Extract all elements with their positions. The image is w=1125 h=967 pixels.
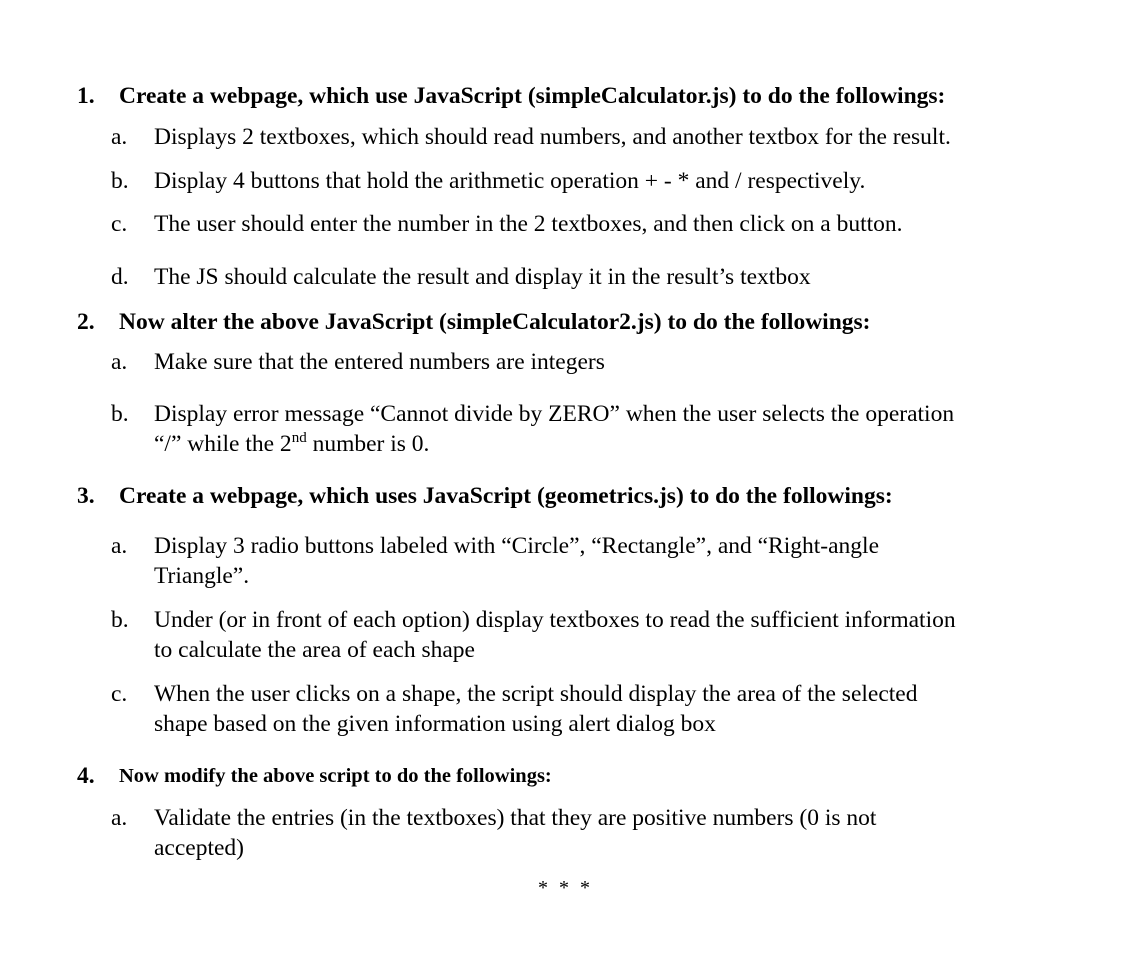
section-3-item-a-text-line1: Display 3 radio buttons labeled with “Circle”, “Rectangle”, and “Right-angle [154,533,880,559]
section-3-item-c-text-line2: shape based on the given information using alert dialog box [154,711,716,737]
section-3-title: Create a webpage, which uses JavaScript (geometrics.js) to do the followings: [119,483,893,509]
section-2-item-a-text: Make sure that the entered numbers are integers [154,349,605,375]
section-4-item-a-text-line1: Validate the entries (in the textboxes) that they are positive numbers (0 is not [154,805,877,831]
section-1-number: 1. [77,83,95,109]
line2-after: number is 0. [306,431,430,457]
section-3-number: 3. [77,483,95,509]
section-3-item-b-text-line2: to calculate the area of each shape [154,637,475,663]
line2-before: “/” while the 2 [154,431,292,457]
section-2-item-b-text-line2 [154,429,429,459]
section-1-item-b-text: Display 4 buttons that hold the arithmetic operation + - * and / respectively. [154,168,866,194]
section-2-item-b-letter: b. [111,401,129,427]
section-1-item-a-letter: a. [111,124,128,150]
section-3-item-a-letter: a. [111,533,128,559]
section-3-item-c-text-line1: When the user clicks on a shape, the script should display the area of the selected [154,681,918,707]
section-3-item-c-letter: c. [111,681,128,707]
end-separator: * * * [538,877,593,899]
section-2-number: 2. [77,309,95,335]
ordinal-suffix: nd [291,430,307,446]
section-1-item-c-letter: c. [111,211,128,237]
section-2-item-b-text-line1: Display error message “Cannot divide by ZERO” when the user selects the operation [154,401,955,427]
section-3-item-a-text-line2: Triangle”. [154,563,250,589]
section-4-title: Now modify the above script to do the followings: [119,765,552,787]
section-4-item-a-letter: a. [111,805,128,831]
section-2-title: Now alter the above JavaScript (simpleCalculator2.js) to do the followings: [119,309,871,335]
section-3-item-b-text-line1: Under (or in front of each option) display textboxes to read the sufficient information [154,607,956,633]
section-1-item-c-text: The user should enter the number in the 2 textboxes, and then click on a button. [154,211,903,237]
section-3-item-b-letter: b. [111,607,129,633]
section-2-item-a-letter: a. [111,349,128,375]
section-4-item-a-text-line2: accepted) [154,835,245,861]
section-1-item-a-text: Displays 2 textboxes, which should read numbers, and another textbox for the result. [154,124,951,150]
section-1-item-b-letter: b. [111,168,129,194]
section-1-title: Create a webpage, which use JavaScript (simpleCalculator.js) to do the followings: [119,83,946,109]
section-1-item-d-text: The JS should calculate the result and display it in the result’s textbox [154,264,811,290]
section-4-number: 4. [77,763,95,789]
section-1-item-d-letter: d. [111,264,129,290]
